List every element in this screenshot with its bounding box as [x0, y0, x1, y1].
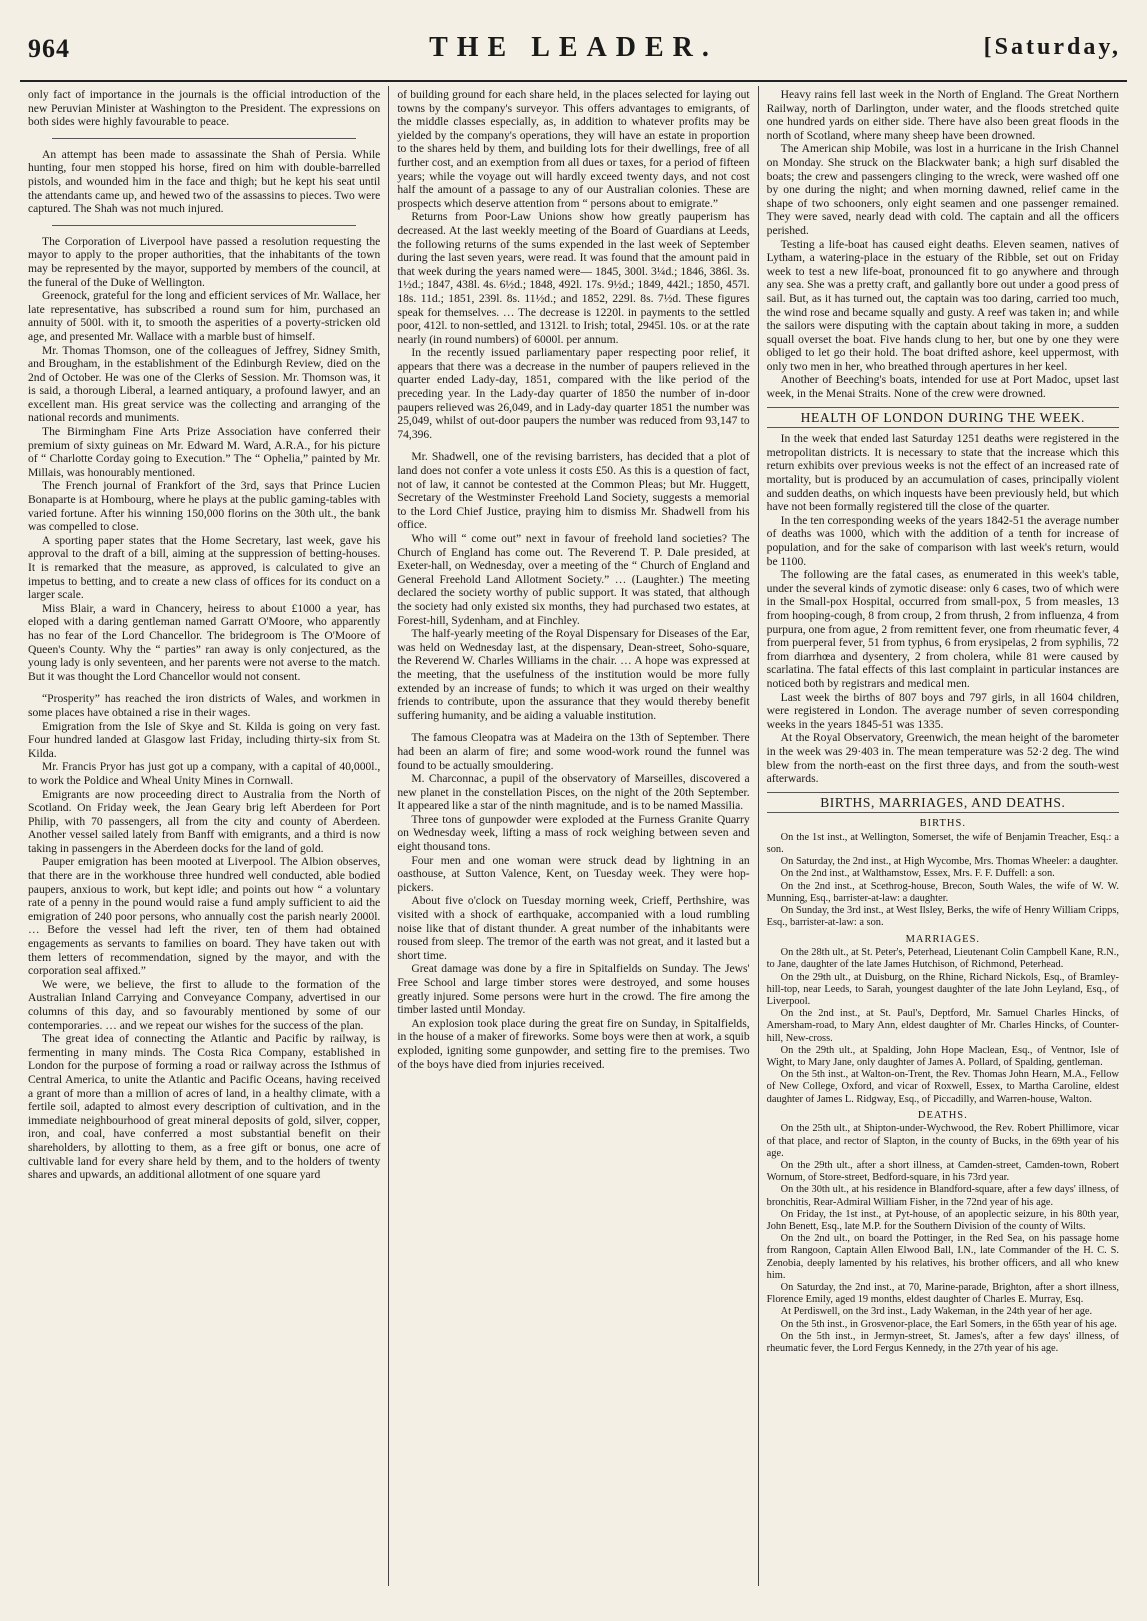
section-heading-health: HEALTH OF LONDON DURING THE WEEK.	[767, 407, 1119, 429]
paragraph: M. Charconnac, a pupil of the observatory of Marseilles, discovered a new planet in the constellation Pisces, on the night of the 20th September. It appeared like a star of the ninth magnitude, and is to be named Massilia.	[397, 772, 750, 813]
paragraph: A sporting paper states that the Home Secretary, last week, gave his approval to the draft of a bill, aiming at the suppression of betting-houses. It is remarked that the measure, as approved, is calculated to give an impetus to betting, and to create a new class of offices for its conduct on a larger scale.	[28, 533, 381, 602]
bmd-notices	[767, 817, 1119, 1355]
paragraph: At the Royal Observatory, Greenwich, the mean height of the barometer in the week was 29·403 in. The mean temperature was 52·2 deg. The wind blew from the north-east on the first three days, and from the south-west afterwards.	[766, 731, 1119, 786]
birth-notice: On the 2nd inst., at Walthamstow, Essex, Mrs. F. F. Duffell: a son.	[780, 868, 1055, 880]
death-notice: On Saturday, the 2nd inst., at 70, Marine-parade, Brighton, after a short illness, Florence Emily, aged 19 months, eldest daughter of Charles E. Murray, Esq.	[766, 1281, 1119, 1306]
paragraph: We were, we believe, the first to allude to the formation of the Australian Inland Carrying and Conveyance Company, advertised in our columns of this day, and so favourably mentioned by some of our contemporaries. … and we repeat our wishes for the success of the plan.	[28, 977, 381, 1032]
paragraph: Greenock, grateful for the long and efficient services of Mr. Wallace, her late representative, has subscribed a round sum for him, purchased an annuity of 500l. with it, to smooth the asperities of a poverty-stricken old age, and presented Mr. Wallace with a marble bust of himself.	[28, 289, 381, 343]
marriages-label: MARRIAGES.	[905, 933, 981, 945]
death-notice: At Perdiswell, on the 3rd inst., Lady Wakeman, in the 24th year of her age.	[780, 1306, 1093, 1318]
column-2	[388, 86, 757, 1586]
paragraph: Returns from Poor-Law Unions show how greatly pauperism has decreased. At the last weekly meeting of the Board of Guardians at Leeds, the following returns of the sums expended in the last week of September during the last seven years, were read. It was found that the amount paid in that week during the years named were— 1845, 300l. 3¼d.; 1846, 386l. 3s. 1½d.; 1847, 438l. 4s. 6½d.; 1848, 492l. 17s. 9½d.; 1849, 442l.; 1850, 457l. 18s. 11d.; 1851, 239l. 8s. 11½d.; and 1852, 229l. 8s. 7½d. These figures speak for themselves. … The decrease is 1220l. in payments to the settled poor, 412l. to non-settled, and 1312l. to Irish; total, 2945l. 10s. or at the rate nearly (in round numbers) of 6000l. per annum.	[397, 210, 750, 346]
newspaper-title: THE LEADER.	[429, 32, 718, 63]
death-notice: On the 5th inst., in Jermyn-street, St. James's, after a few days' illness, of rheumatic fever, the Lord Fergus Kennedy, in the 27th year of his age.	[766, 1330, 1119, 1354]
birth-notice: On the 1st inst., at Wellington, Somerset, the wife of Benjamin Treacher, Esq.: a son.	[766, 831, 1119, 856]
paragraph: only fact of importance in the journals is the official introduction of the new Peruvian Minister at Washington to the President. The expressions on both sides were highly favourable to peace.	[28, 88, 381, 129]
column-1	[20, 86, 388, 1586]
masthead-rule	[20, 80, 1127, 82]
marriage-notice: On the 2nd inst., at St. Paul's, Deptford, Mr. Samuel Charles Hincks, of Amersham-road, to Mary Ann, eldest daughter of Mr. Charles Hincks, of Counter-hill, New-cross.	[766, 1008, 1119, 1044]
paragraph: Four men and one woman were struck dead by lightning in an oasthouse, at Sutton Valence, Kent, on Tuesday week. They were hop-pickers.	[397, 853, 750, 894]
paragraph: Mr. Shadwell, one of the revising barristers, has decided that a plot of land does not confer a vote unless it costs £50. As this is a question of fact, not of law, it cannot be contested at the Common Pleas; but Mr. Huggett, Secretary of the Westminster Freehold Land Society, suggests a memorial to the Lord Chief Justice, praying him to dismiss Mr. Shadwell from his office.	[397, 450, 750, 532]
paragraph: The American ship Mobile, was lost in a hurricane in the Irish Channel on Monday. She struck on the Blackwater bank; a high surf disabled the boats; the crew and passengers clinging to the wreck, were washed off one by one during the night; and when morning dawned, relief came in the shape of two schooners, only eight seamen and one passenger remained. They were saved, nearly dead with cold. The captain and all the officers perished.	[766, 142, 1119, 237]
masthead	[20, 14, 1127, 62]
paragraph: The half-yearly meeting of the Royal Dispensary for Diseases of the Ear, was held on Wednesday last, at the dispensary, Dean-street, Soho-square, the Reverend W. Charles Williams in the chair. … A hope was expressed at the meeting, that the usefulness of the institution would be more fully extended by an increase of funds; to which it was urged on their wealthy friends to contribute, upon the assurance that they would thereby benefit suffering humanity, and be aiding a valuable institution.	[397, 627, 750, 722]
paragraph: In the recently issued parliamentary paper respecting poor relief, it appears that there was a decrease in the number of paupers relieved in the quarter ended Lady-day, 1851, compared with the like period of the preceding year. In the Lady-day quarter of 1850 the number of in-door paupers relieved was 26,049, and in Lady-day quarter 1851 the number was 25,049, whilst of out-door paupers the number was reduced from 93,147 to 74,396.	[397, 346, 750, 441]
paragraph: About five o'clock on Tuesday morning week, Crieff, Perthshire, was visited with a shock of earthquake, accompanied with a loud rumbling noise like that of distant thunder. A great number of the inhabitants were roused from sleep. The tremor of the earth was not great, and it lasted but a short time.	[397, 894, 750, 962]
column-3	[758, 86, 1127, 1586]
paragraph: In the week that ended last Saturday 1251 deaths were registered in the metropolitan districts. It is necessary to state that the increase which this return exhibits over previous weeks is not the effect of an increased rate of mortality, but is produced by an accumulation of cases, principally violent and sudden deaths, on which inquests have been previously held, but which have not been formally registered till the close of the quarter.	[766, 432, 1119, 514]
paragraph: Another of Beeching's boats, intended for use at Port Madoc, upset last week, in the Menai Straits. None of the crew were drowned.	[766, 373, 1119, 401]
paragraph: The following are the fatal cases, as enumerated in this week's table, under the several kinds of zymotic disease: only 6 cases, two of which were in the Small-pox Hospital, occurred from small-pox, 5 from measles, 13 from hooping-cough, 8 from croup, 2 from thrush, 2 from influenza, 4 from purpura, one from ague, 2 from remittent fever, one from rheumatic fever, 4 from puerperal fever, 51 from typhus, 6 from erysipelas, 2 from syphilis, 72 from diarrhœa and dysentery, 2 from cholera, while 81 were caused by scarlatina. The fatal effects of this last complaint in particular instances are noticed both by registrars and medical men.	[766, 568, 1119, 690]
death-notice: On the 25th ult., at Shipton-under-Wychwood, the Rev. Robert Phillimore, vicar of that place, and rector of Slapton, in the county of Bucks, in the 69th year of his age.	[766, 1123, 1119, 1159]
divider	[52, 138, 356, 139]
divider	[52, 225, 356, 226]
paragraph: The great idea of connecting the Atlantic and Pacific by railway, is fermenting in many minds. The Costa Rica Company, established in London for the purpose of forming a road or railway across the Isthmus of Central America, to unite the Atlantic and Pacific Oceans, having received a grant of more than a million of acres of land, in a healthy climate, with a fertile soil, adapted to almost every description of cultivation, and in the immediate neighbourhood of great mineral deposits of gold, silver, copper, iron, and coal, have conferred a most substantial benefit on their shareholders, by allotting to them, as a free gift or bonus, one acre of cultivable land for every share held by them, and to the holders of twenty shares and upwards, an additional allotment of one square yard	[28, 1032, 381, 1182]
columns	[20, 86, 1127, 1586]
paragraph: Mr. Francis Pryor has just got up a company, with a capital of 40,000l., to work the Poldice and Wheal Unity Mines in Cornwall.	[28, 760, 381, 787]
paragraph: The famous Cleopatra was at Madeira on the 13th of September. There had been an alarm of fire; and some wood-work round the funnel was found to be actually smouldering.	[397, 731, 750, 772]
birth-notice: On the 2nd inst., at Scethrog-house, Brecon, South Wales, the wife of W. W. Munning, Esq., barrister-at-law: a daughter.	[766, 880, 1119, 904]
death-notice: On Friday, the 1st inst., at Pyt-house, of an apoplectic seizure, in his 80th year, John Benett, Esq., late M.P. for the Southern Division of the county of Wilts.	[766, 1208, 1119, 1232]
paragraph: Who will “ come out” next in favour of freehold land societies? The Church of England has come out. The Reverend T. P. Dale presided, at Exeter-hall, on Wednesday, over a meeting of the “ Church of England and General Freehold Land Allotment Society.” … (Laughter.) The meeting declared the society worthy of public support. It was stated, that although the society had only existed six months, they had purchased two estates, at Forest-hill, Sydenham, and at Finchley.	[397, 532, 750, 627]
death-notice: On the 29th ult., after a short illness, at Camden-street, Camden-town, Robert Wornum, of Store-street, Bedford-square, in his 73rd year.	[766, 1159, 1119, 1184]
page-number: 964	[28, 34, 70, 63]
paragraph: of building ground for each share held, in the places selected for laying out towns by the company's surveyor. This offers advantages to emigrants, of the middle classes especially, as, in addition to whatever profits may be yielded by the company's operations, they will have an estate in proportion to the shares held by them, and building lots for their dwellings, free of all further cost, and an exemption from all dues or taxes, for a period of fifteen years; while the voyage out will hardly exceed twenty days, and not cost half the amount of a passage to any of our Australian colonies. These are prospects which deserve attention from “ persons about to emigrate.”	[397, 88, 750, 210]
paragraph: Heavy rains fell last week in the North of England. The Great Northern Railway, north of Darlington, under water, and the floods stretched quite one hundred yards on either side. There have also been great floods in the north of Scotland, where many sheep have been drowned.	[766, 88, 1119, 142]
paragraph: Great damage was done by a fire in Spitalfields on Sunday. The Jews' Free School and large timber stores were destroyed, and some houses greatly injured. Some persons were hurt in the crowd. The fire among the timber lasted until Monday.	[397, 962, 750, 1017]
marriage-notice: On the 5th inst., at Walton-on-Trent, the Rev. Thomas John Hearn, M.A., Fellow of New College, Oxford, and vicar of Roxwell, Essex, to Martha Caroline, eldest daughter of James L. Ridgway, Esq., of Piccadilly, and Warren-house, Walton.	[766, 1069, 1119, 1105]
paragraph: The Birmingham Fine Arts Prize Association have conferred their premium of sixty guineas on Mr. Edward M. Ward, A.R.A., for his picture of “ Charlotte Corday going to Execution.” The “ Ophelia,” painted by Mr. Millais, was honourably mentioned.	[28, 425, 381, 479]
paragraph: The French journal of Frankfort of the 3rd, says that Prince Lucien Bonaparte is at Hombourg, where he plays at the public gaming-tables with varied fortune. After his winning 150,000 florins on the 30th ult., the bank was compelled to close.	[28, 479, 381, 534]
marriage-notice: On the 28th ult., at St. Peter's, Peterhead, Lieutenant Colin Campbell Kane, R.N., to Jane, daughter of the late James Hutchison, of Richmond, Peterhead.	[766, 947, 1119, 971]
paragraph: “Prosperity” has reached the iron districts of Wales, and workmen in some places have obtained a rise in their wages.	[28, 692, 381, 719]
masthead-day: [Saturday,	[983, 34, 1121, 60]
paragraph: Testing a life-boat has caused eight deaths. Eleven seamen, natives of Lytham, a watering-place in the estuary of the Ribble, set out on Friday week to test a new life-boat, pronounced fit to go anywhere and through any sea. She was a pretty craft, and gallantly bore out under a good press of sail. But, as it has turned out, the captain was too daring, carried too much, the wind rose and became squally and gusty. A reef was taken in; and while the sailors were disputing with the captain about taking in more, a sudden squall overset the boat. Five hands clung to her, but one by one they were obliged to let go their hold. The boat drifted ashore, keel uppermost, with only two men in her, who breathed through apertures in her keel.	[766, 237, 1119, 373]
marriage-notice: On the 29th ult., at Duisburg, on the Rhine, Richard Nickols, Esq., of Bramley-hill-top, near Leeds, to Sarah, youngest daughter of the late John Leyland, Esq., of Liverpool.	[766, 971, 1119, 1007]
birth-notice: On Sunday, the 3rd inst., at West Ilsley, Berks, the wife of Henry William Cripps, Esq., barrister-at-law: a son.	[766, 905, 1119, 929]
death-notice: On the 5th inst., in Grosvenor-place, the Earl Somers, in the 65th year of his age.	[780, 1318, 1117, 1330]
paragraph: Mr. Thomas Thomson, one of the colleagues of Jeffrey, Sidney Smith, and Brougham, in the establishment of the Edinburgh Review, died on the 2nd of October. He was one of the Clerks of Session. Mr. Thomson was, it is said, a thorough Liberal, a learned antiquary, a profound lawyer, and an excellent man. His great service was the collecting and arranging of the national records and muniments.	[28, 343, 381, 425]
death-notice: On the 2nd ult., on board the Pottinger, in the Red Sea, on his passage home from Rangoon, Captain Allen Elwood Ball, I.N., late Commander of the H. C. S. Zenobia, deeply lamented by his relatives, his brother officers, and all who knew him.	[766, 1233, 1119, 1281]
deaths-label: DEATHS.	[917, 1109, 968, 1121]
paragraph: Miss Blair, a ward in Chancery, heiress to about £1000 a year, has eloped with a daring gentleman named Garratt O'Moore, who apparently has no fear of the Lord Chancellor. The bridegroom is The O'Moore of Queen's County. Why the “ parties” ran away is only conjectured, as the young lady is only seventeen, and her parents were not averse to the match. But it was thought the Lord Chancellor would not consent.	[28, 601, 381, 683]
paragraph: An explosion took place during the great fire on Sunday, in Spitalfields, in the house of a maker of fireworks. Some boys were then at work, a squib exploded, igniting some gunpowder, and setting fire to the premises. Two of the boys have died from injuries received.	[397, 1016, 750, 1071]
paragraph: Emigration from the Isle of Skye and St. Kilda is going on very fast. Four hundred landed at Glasgow last Friday, including thirty-six from St. Kilda.	[28, 719, 381, 760]
paragraph: Last week the births of 807 boys and 797 girls, in all 1604 children, were registered in London. The average number of seven corresponding weeks in the years 1845-51 was 1335.	[766, 690, 1119, 731]
paragraph: Pauper emigration has been mooted at Liverpool. The Albion observes, that there are in the workhouse three hundred well conducted, able bodied paupers, anxious to work, but kept idle; and points out how “ a voluntary rate of a penny in the pound would raise a fund amply sufficient to aid the emigration of 240 poor persons, who annually cost the parish nearly 2000l. … Before the vessel had left the river, ten of them had obtained engagements as servants to families on board. They have taken out with them letters of recommendation, signed by the mayor, and with the corporation seal affixed.”	[28, 855, 381, 978]
paragraph: Three tons of gunpowder were exploded at the Furness Granite Quarry on Wednesday week, lifting a mass of rock weighing between seven and eight thousand tons.	[397, 812, 750, 854]
death-notice: On the 30th ult., at his residence in Blandford-square, after a few days' illness, of bronchitis, Rear-Admiral William Fisher, in the 72nd year of his age.	[766, 1184, 1119, 1208]
paragraph: Emigrants are now proceeding direct to Australia from the North of Scotland. On Friday week, the Jean Geary brig left Aberdeen for Port Philip, with 70 passengers, all from the city and county of Aberdeen. Another vessel sailed lately from Banff with emigrants, and a third is now taking in passengers in the Aberdeen docks for the land of gold.	[28, 787, 381, 855]
paragraph: In the ten corresponding weeks of the years 1842-51 the average number of deaths was 1000, which with the addition of a tenth for increase of population, and for the sake of comparison with last week's return, would be 1100.	[766, 513, 1119, 568]
birth-notice: On Saturday, the 2nd inst., at High Wycombe, Mrs. Thomas Wheeler: a daughter.	[780, 856, 1119, 868]
marriage-notice: On the 29th ult., at Spalding, John Hope Maclean, Esq., of Ventnor, Isle of Wight, to Mary Jane, only daughter of James A. Pollard, of Spalding, gentleman.	[766, 1044, 1119, 1068]
newspaper-page	[20, 0, 1127, 1595]
section-heading-bmd: BIRTHS, MARRIAGES, AND DEATHS.	[767, 792, 1119, 814]
births-label: BIRTHS.	[919, 818, 966, 830]
paragraph: The Corporation of Liverpool have passed a resolution requesting the mayor to apply to the proper authorities, that the inhabitants of the town may be represented by the mayor, supported by members of the council, at the funeral of the Duke of Wellington.	[28, 234, 381, 289]
paragraph: An attempt has been made to assassinate the Shah of Persia. While hunting, four men stopped his horse, fired on him with double-barrelled pistols, and wounded him in the face and thigh; but he kept his seat until the attendants came up, and hewed two of the assassins to pieces. Two were captured. The Shah was not much injured.	[28, 147, 381, 216]
